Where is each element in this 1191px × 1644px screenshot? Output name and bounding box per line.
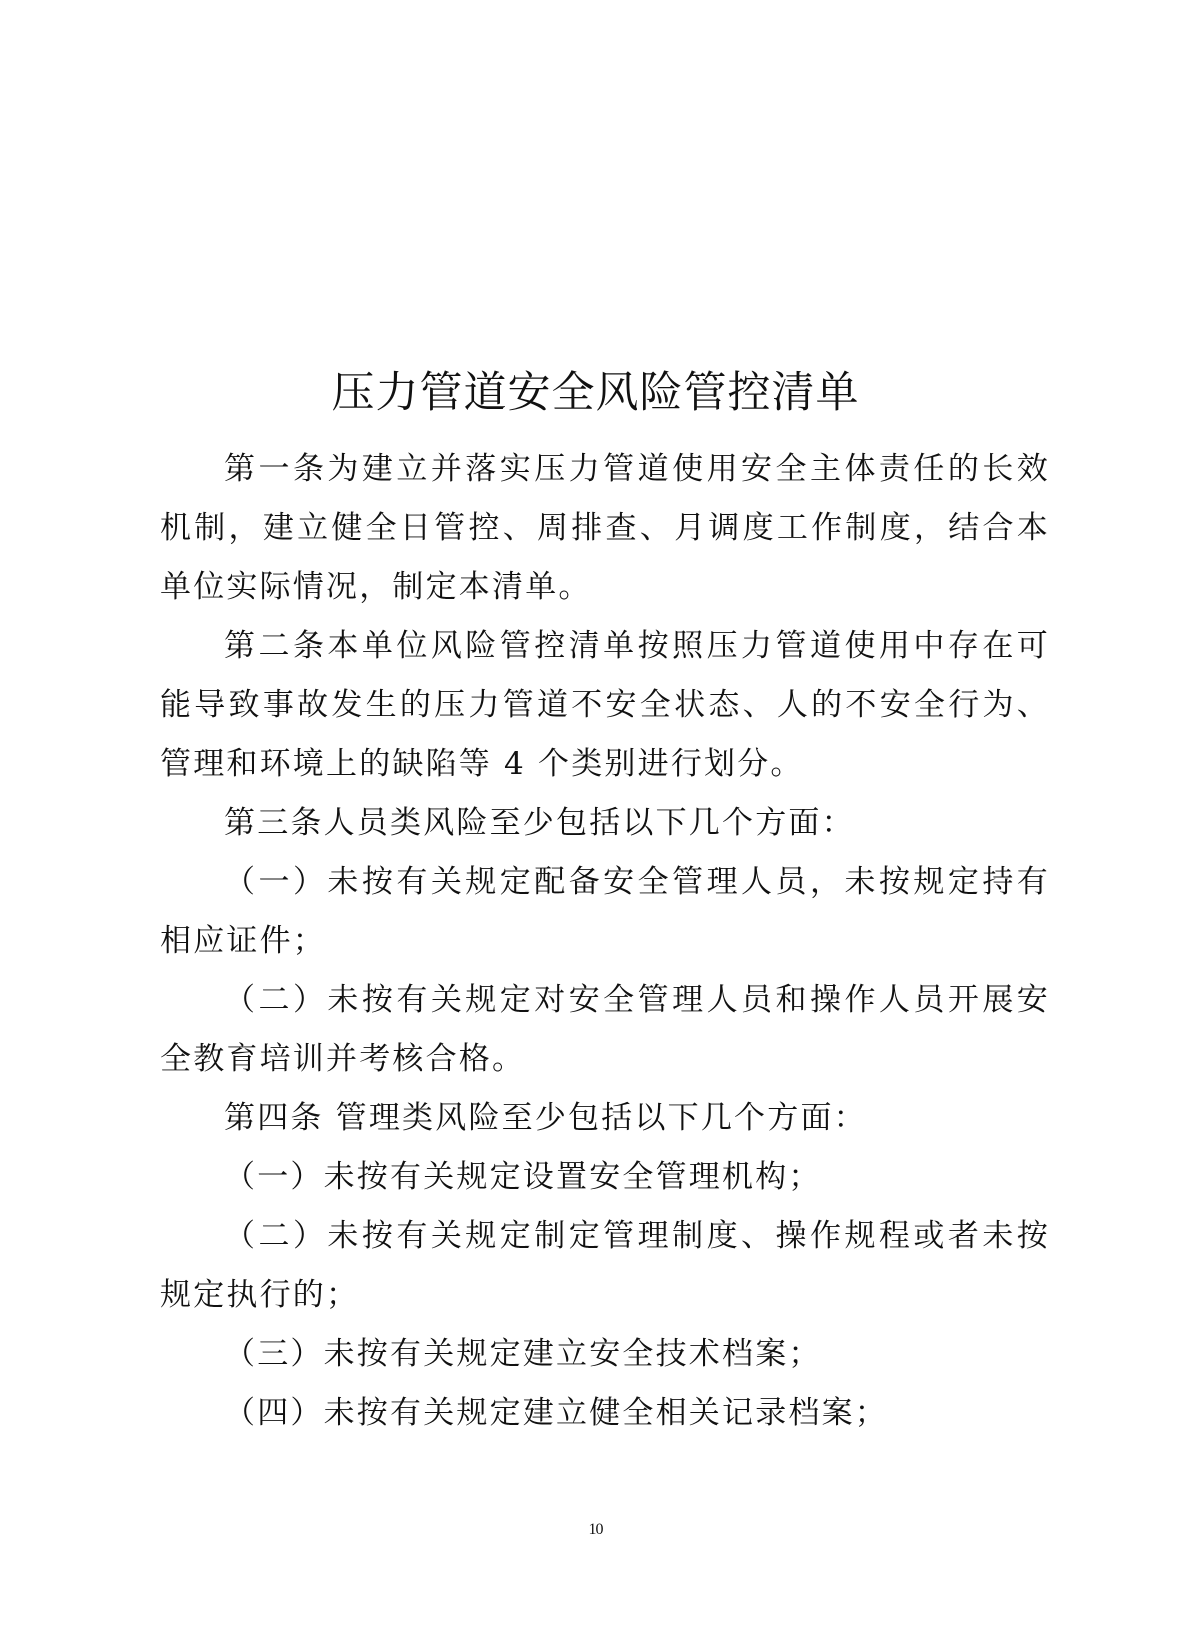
article-3-heading: 第三条人员类风险至少包括以下几个方面： [224, 805, 855, 841]
article-4-item-3: （三）未按有关规定建立安全技术档案； [224, 1336, 822, 1372]
article-2-paragraph: 第二条本单位风险管控清单按照压力管道使用中存在可能导致事故发生的压力管道不安全状态、人的不安全行为、管理和环境上的缺陷等 4 个类别进行划分。 [160, 628, 1050, 782]
document-body [160, 440, 1050, 1443]
article-4-item-4: （四）未按有关规定建立健全相关记录档案； [224, 1395, 888, 1431]
page-number: 10 [588, 1521, 603, 1538]
document-title: 压力管道安全风险管控清单 [331, 368, 860, 418]
article-3-item-1: （一）未按有关规定配备安全管理人员，未按规定持有相应证件； [160, 864, 1050, 959]
article-4-item-1: （一）未按有关规定设置安全管理机构； [224, 1159, 822, 1195]
article-4-item-2: （二）未按有关规定制定管理制度、操作规程或者未按规定执行的； [160, 1218, 1050, 1313]
article-4-heading: 第四条 管理类风险至少包括以下几个方面： [224, 1100, 867, 1136]
article-1-paragraph: 第一条为建立并落实压力管道使用安全主体责任的长效机制，建立健全日管控、周排查、月调度工作制度，结合本单位实际情况，制定本清单。 [160, 451, 1050, 605]
article-3-item-2: （二）未按有关规定对安全管理人员和操作人员开展安全教育培训并考核合格。 [160, 982, 1050, 1077]
